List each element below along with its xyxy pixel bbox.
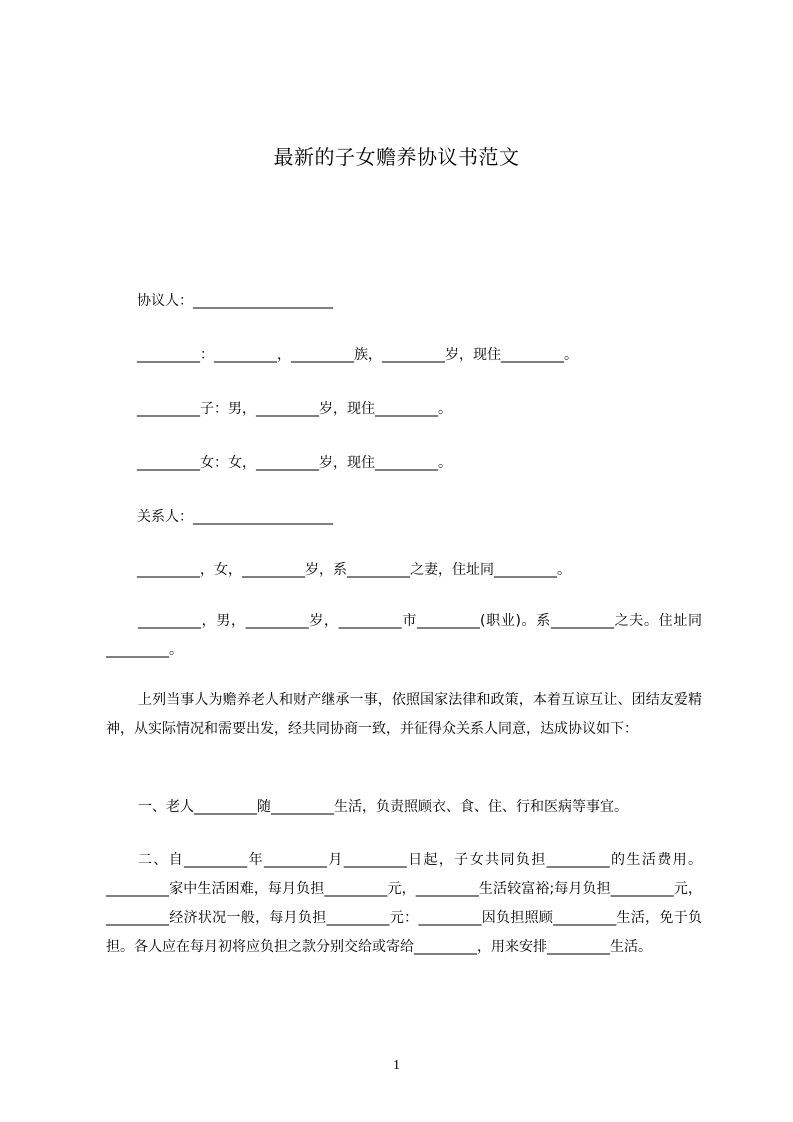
document-title: 最新的子女赡养协议书范文: [273, 145, 520, 169]
clause-one-paragraph: 一、老人_________随_________生活，负责照顾衣、食、住、行和医病等事宜。: [138, 799, 628, 815]
related-party-line: 关系人：____________________: [137, 509, 333, 525]
wife-info-line: _________，女，_________岁，系_________之妻，住址同_________。: [137, 562, 571, 578]
preamble-paragraph: 上列当事人为赡养老人和财产继承一事，依照国家法律和政策，本着互谅互让、团结友爱精神，从实际情况和需要出发，经共同协商一致，并征得众关系人同意，达成协议如下：: [106, 692, 702, 737]
elder-info-line: _________：_________，_________族，_________岁，现住_________。: [137, 347, 578, 363]
clause-two-paragraph: 二、自_________年_________月_________日起，子女共同负担_________的生活费用。_________家中生活困难，每月负担_________元，_________生活较富裕;每月负担_________元，_________经济状况一般，每月负担_________元：_________因负担照顾_________生活，免于负担。各人应在每月初将应负担之款分别交给或寄给_________，用来安排_________生活。: [106, 852, 702, 955]
page-number: 1: [393, 1058, 400, 1073]
son-info-line: _________子：男，_________岁，现住_________。: [137, 401, 452, 417]
daughter-info-line: _________女：女，_________岁，现住_________。: [137, 455, 452, 471]
party-line: 协议人：____________________: [137, 293, 333, 309]
husband-info-paragraph: _________，男，_________岁，_________市_________(职业)。系_________之夫。住址同_________。: [106, 613, 702, 658]
